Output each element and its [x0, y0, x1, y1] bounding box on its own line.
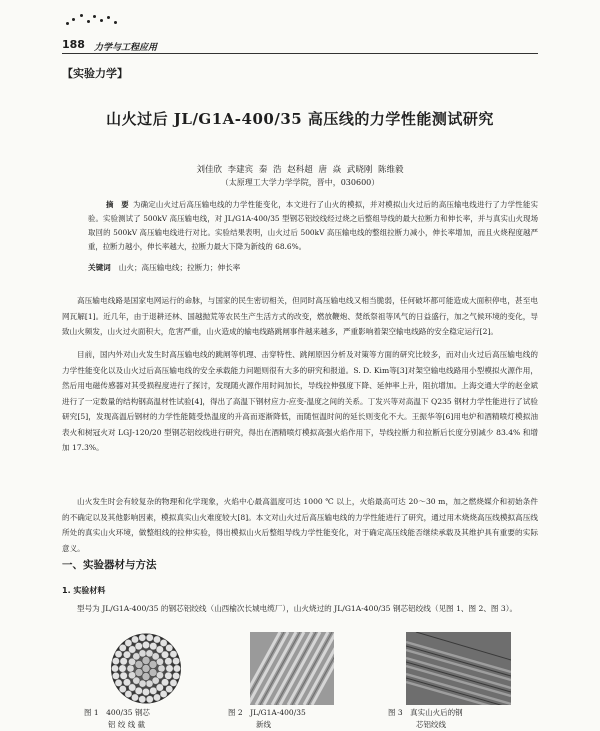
figure-3-caption	[388, 707, 463, 731]
abstract	[88, 198, 538, 254]
keywords-text: 山火；高压输电线；拉断力；伸长率	[118, 263, 241, 272]
abstract-label: 摘 要	[106, 200, 129, 209]
author-list: 刘佳欣 李建宾 秦 浩 赵科超 唐 焱 武晓刚 陈维毅	[196, 165, 404, 175]
header-rule	[62, 53, 538, 54]
figure-2-caption-line1: 图 2 JL/G1A-400/35	[228, 708, 306, 717]
section-heading: 一、实验器材与方法	[62, 559, 157, 571]
keywords-label: 关键词	[88, 263, 111, 272]
author-affiliation: （太原理工大学力学学院，晋中，030600）	[220, 178, 380, 187]
figure-3-burned-conductor-image	[406, 632, 511, 705]
figure-1-caption-line1: 图 1 400/35 钢芯	[84, 708, 150, 717]
body-paragraph-3: 山火发生时会有较复杂的物理和化学现象，火焰中心最高温度可达 1000 ℃ 以上，火焰最高可达 20～30 m，加之燃烧媒介和初始条件的不确定以及其他影响因素，模拟真实山火难度较大[8]。本文对山火过后高压输电线的力学性能进行了研究，通过用木烧烧高压线模拟高压线所处的真实山火环境，做整组线的拉伸实验，得出模拟山火后整组导线力学性能变化，对于确定高压线能否继续承载及其维护具有重要的实际意义。	[62, 497, 538, 553]
figure-2-new-conductor-image	[250, 632, 334, 705]
figure-3-caption-line1: 图 3 真实山火后的钢	[388, 708, 463, 717]
subsection-heading: 1. 实验材料	[62, 586, 106, 595]
body-paragraph-2: 目前，国内外对山火发生时高压输电线的跳闸等机理、击穿特性、跳闸原因分析及对策等方面的研究比较多，而对山火过后高压输电线的力学性能变化以及山火过后高压输电线的安全承载能力问题则很有大多的研究和报道。S. D. Kim等[3]对架空输电线路用小型模拟火源作用，然后用电磁传感器对其受损程度进行了探讨，发现随火源作用时间加长，导线拉伸强度下降、延伸率上升，阻抗增加。上海交通大学的赵金斌进行了一定数量的结构钢高温材性试验[4]，得出了高温下钢材应力-应变-温度之间的关系。丁发兴等对高温下 Q235 钢材力学性能进行了试验研究[5]，发现高温后钢材的力学性能随受热温度的升高而逐渐降低，而随恒温时间的延长则变化不大。王振华等[6]用电炉和酒精喷灯模拟油表火和树冠火对 LGJ-120/20 型钢芯铝绞线进行研究，得出在酒精喷灯模拟高强火焰作用下，导线拉断力和拉断后长度分别减少 83.4% 和增加 17.3%。	[62, 350, 538, 452]
figure-1-caption	[84, 707, 150, 731]
figure-2-caption	[228, 707, 306, 731]
figure-3-caption-line2: 芯铝绞线	[416, 720, 446, 729]
figure-1-caption-line2: 铝 绞 线 截	[108, 720, 146, 729]
journal-name: 力学与工程应用	[94, 43, 158, 53]
figure-1-cross-section-image	[108, 632, 184, 705]
figure-2-caption-line2: 新线	[256, 720, 271, 729]
section-tag: 【实验力学】	[62, 67, 128, 80]
page-number: 188	[62, 38, 85, 51]
header-ornament-dots	[62, 12, 122, 26]
article-title: 山火过后 JL/G1A-400/35 高压线的力学性能测试研究	[106, 110, 494, 128]
body-paragraph-4: 型号为 JL/G1A-400/35 的钢芯铝绞线（山西榆次长城电缆厂），山火烧过的 JL/G1A-400/35 钢芯铝绞线（见图 1、图 2、图 3）。	[77, 604, 518, 613]
keywords	[88, 262, 240, 273]
abstract-text: 为确定山火过后高压输电线的力学性能变化，本文进行了山火的模拟，并对模拟山火过后的高压输电线进行了力学性能实验。实验测试了 500kV 高压输电线，对 JL/G1A-400/35 型钢芯铝绞线经过烧之后整组导线的最大拉断力和伸长率，并与真实山火现场取回的 500kV 高压输电线进行对比。实验结果表明，山火过后 500kV 高压输电线的整组拉断力减小，伸长率增加，而且火烧程度越严重，拉断力越小，伸长率越大，拉断力最大下降为新线的 68.6%。	[88, 200, 538, 251]
body-paragraph-1: 高压输电线路是国家电网运行的命脉，与国家的民生密切相关，但同时高压输电线又相当脆弱，任何破坏都可能造成大面积停电，甚至电网瓦解[1]。近几年，由于退耕还林、国越抛荒等农民生产生活方式的改变，燃放鞭炮、焚纸祭祖等风气的日益盛行，加之气候环境的变化，导致山火频发，山火过火面积大，危害严重，山火造成的输电线路跳闸事件越来越多，严重影响着架空输电线路的安全稳定运行[2]。	[62, 296, 538, 336]
